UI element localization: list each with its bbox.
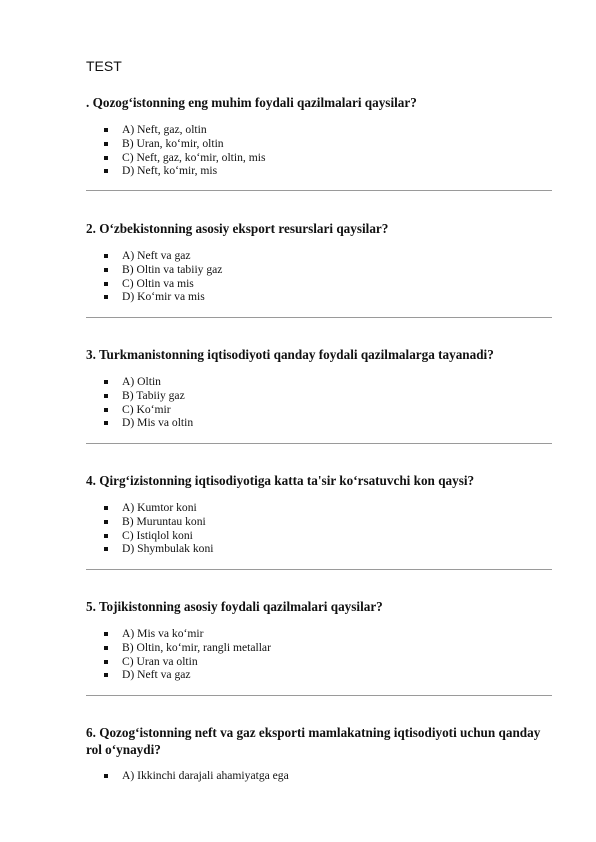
option-item xyxy=(104,641,271,655)
bullet-icon xyxy=(104,128,108,132)
option-item xyxy=(104,769,289,783)
bullet-icon xyxy=(104,520,108,524)
option-text: B) Tabiiy gaz xyxy=(122,388,185,402)
option-item xyxy=(104,627,271,641)
option-item xyxy=(104,403,193,417)
option-item xyxy=(104,375,193,389)
option-text: D) Neft va gaz xyxy=(122,668,191,682)
option-text: D) Mis va oltin xyxy=(122,416,194,430)
question-4-options xyxy=(104,501,213,556)
bullet-icon xyxy=(104,646,108,650)
option-text: C) Neft, gaz, ko‘mir, oltin, mis xyxy=(122,150,266,164)
option-item xyxy=(104,655,271,669)
question-5: 5. Tojikistonning asosiy foydali qazilmalari qaysilar? xyxy=(86,599,383,614)
option-text: C) Oltin va mis xyxy=(122,276,194,290)
option-text: B) Muruntau koni xyxy=(122,514,206,528)
bullet-icon xyxy=(104,394,108,398)
option-item xyxy=(104,164,265,178)
option-text: A) Ikkinchi darajali ahamiyatga ega xyxy=(122,769,289,782)
question-6: 6. Qozog‘istonning neft va gaz eksporti mamlakatning iqtisodiyoti uchun qanday rol o‘ynaydi? xyxy=(86,725,541,757)
option-text: C) Istiqlol koni xyxy=(122,528,193,542)
option-item xyxy=(104,123,265,137)
bullet-icon xyxy=(104,282,108,286)
option-item xyxy=(104,529,213,543)
question-2-options xyxy=(104,249,222,304)
option-text: A) Mis va ko‘mir xyxy=(122,627,204,640)
bullet-icon xyxy=(104,534,108,538)
bullet-icon xyxy=(104,380,108,384)
option-text: D) Shymbulak koni xyxy=(122,542,214,556)
divider xyxy=(86,695,552,696)
option-text: D) Neft, ko‘mir, mis xyxy=(122,164,218,178)
bullet-icon xyxy=(104,506,108,510)
question-6-options xyxy=(104,769,289,783)
divider xyxy=(86,190,552,191)
question-3: 3. Turkmanistonning iqtisodiyoti qanday foydali qazilmalarga tayanadi? xyxy=(86,347,494,362)
option-text: B) Uran, ko‘mir, oltin xyxy=(122,136,224,150)
option-item xyxy=(104,416,193,430)
option-text: B) Oltin, ko‘mir, rangli metallar xyxy=(122,640,271,654)
bullet-icon xyxy=(104,660,108,664)
bullet-icon xyxy=(104,547,108,551)
option-text: D) Ko‘mir va mis xyxy=(122,290,205,304)
option-text: A) Neft va gaz xyxy=(122,249,191,262)
divider xyxy=(86,443,552,444)
question-2: 2. O‘zbekistonning asosiy eksport resurslari qaysilar? xyxy=(86,221,389,236)
bullet-icon xyxy=(104,632,108,636)
question-3-options xyxy=(104,375,193,430)
question-1-options xyxy=(104,123,265,178)
question-4: 4. Qirg‘izistonning iqtisodiyotiga katta ta'sir ko‘rsatuvchi kon qaysi? xyxy=(86,473,475,488)
question-5-options xyxy=(104,627,271,682)
bullet-icon xyxy=(104,774,108,778)
option-item xyxy=(104,389,193,403)
bullet-icon xyxy=(104,142,108,146)
option-item xyxy=(104,515,213,529)
option-text: C) Uran va oltin xyxy=(122,654,198,668)
option-item xyxy=(104,151,265,165)
option-text: A) Neft, gaz, oltin xyxy=(122,123,207,136)
divider xyxy=(86,317,552,318)
option-text: A) Kumtor koni xyxy=(122,501,197,514)
option-item xyxy=(104,137,265,151)
option-item xyxy=(104,501,213,515)
option-item xyxy=(104,277,222,291)
option-item xyxy=(104,263,222,277)
option-item xyxy=(104,542,213,556)
divider xyxy=(86,569,552,570)
option-item xyxy=(104,249,222,263)
bullet-icon xyxy=(104,268,108,272)
bullet-icon xyxy=(104,421,108,425)
document-title: TEST xyxy=(86,58,122,74)
option-text: B) Oltin va tabiiy gaz xyxy=(122,262,223,276)
bullet-icon xyxy=(104,295,108,299)
bullet-icon xyxy=(104,169,108,173)
option-item xyxy=(104,290,222,304)
option-text: C) Ko‘mir xyxy=(122,402,171,416)
option-item xyxy=(104,668,271,682)
bullet-icon xyxy=(104,408,108,412)
option-text: A) Oltin xyxy=(122,375,161,388)
bullet-icon xyxy=(104,673,108,677)
question-1: . Qozog‘istonning eng muhim foydali qazilmalari qaysilar? xyxy=(86,95,417,110)
bullet-icon xyxy=(104,254,108,258)
bullet-icon xyxy=(104,156,108,160)
